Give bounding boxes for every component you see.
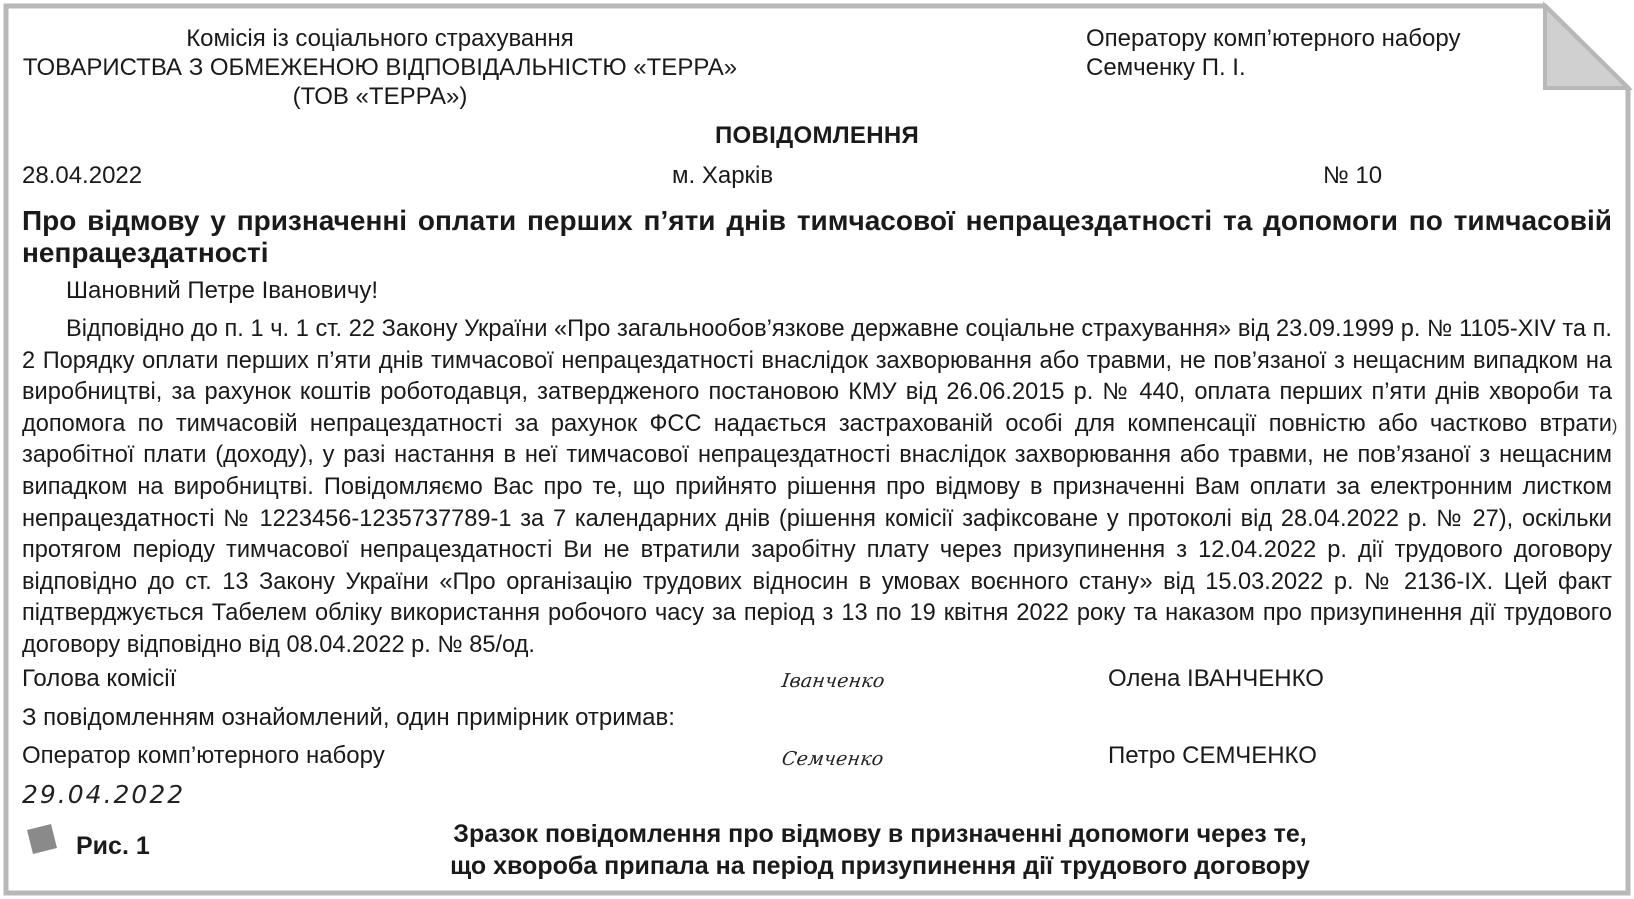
document-type: ПОВІДОМЛЕННЯ (714, 122, 920, 149)
greeting: Шановний Петре Івановичу! (66, 277, 379, 304)
chair-signature: Іванченко (780, 670, 887, 692)
document-date: 28.04.2022 (22, 162, 143, 189)
body-paragraph: Відповідно до п. 1 ч. 1 ст. 22 Закону України «Про загальнообов’язкове державне соціальне страхування» від 23.09.1999 р. № 1105-XIV та п. 2 Порядку оплати перших п’яти днів тимчасової непрацездатності внаслідок захворювання або травми, не пов’язаної з нещасним випадком на виробництві, за рахунок коштів роботодавця, затвердженого постановою КМУ від 26.06.2015 р. № 440, оплата перших п’яти днів хвороби та допомога по тимчасовій непрацездатності за рахунок ФСС надається застрахованій особі для компенсації повністю або частково втрати заробітної плати (доходу), у разі настання в неї тимчасової непрацездатності внаслідок захворювання або травми, не пов’язаної з нещасним випадком на виробництві. Повідомляємо Вас про те, що прийнято рішення про відмову в призначенні Вам оплати за електронним листком непрацездатності № 1223456-1235737789-1 за 7 календарних днів (рішення комісії зафіксоване у протоколі від 28.04.2022 р. № 27), оскільки протягом періоду тимчасової непрацездатності Ви не втратили заробітну плату через призупинення з 12.04.2022 р. дії трудового договору відповідно до ст. 13 Закону України «Про організацію трудових відносин в умовах воєнного стану» від 15.03.2022 р. № 2136-IX. Цей факт підтверджується Табелем обліку використання робочого часу за період з 13 по 19 квітня 2022 року та наказом про призупинення дії трудового договору відповідно від 08.04.2022 р. № 85/од. (22, 316, 1612, 658)
received-date-handwritten: 29.04.2022 (22, 780, 186, 809)
figure-label: Рис. 1 (76, 832, 150, 860)
company-short-name: (ТОВ «ТЕРРА») (292, 83, 468, 110)
caption-line-2: що хвороба припала на період призупинення дії трудового договору (450, 852, 1310, 880)
caption-line-1: Зразок повідомлення про відмову в призначенні допомоги через те, (453, 820, 1307, 848)
figure-marker-icon (25, 822, 59, 856)
document-subject: Про відмову у призначенні оплати перших п’яти днів тимчасової непрацездатності та допомоги по тимчасовій непрацездатності (22, 205, 1612, 268)
acknowledgement-text: З повідомленням ознайомлений, один примірник отримав: (22, 704, 675, 731)
company-full-name: ТОВАРИСТВА З ОБМЕЖЕНОЮ ВІДПОВІДАЛЬНІСТЮ «ТЕРРА» (22, 54, 738, 81)
recipient-block (1086, 24, 1460, 82)
chair-role: Голова комісії (22, 665, 177, 692)
chair-name: Олена ІВАНЧЕНКО (1108, 665, 1324, 692)
operator-role: Оператор комп’ютерного набору (22, 742, 385, 769)
document-city: м. Харків (672, 162, 774, 189)
operator-name: Петро СЕМЧЕНКО (1108, 742, 1317, 769)
commission-name: Комісія із соціального страхування (186, 25, 574, 52)
recipient-position: Оператору комп’ютерного набору (1086, 25, 1461, 52)
recipient-name: Семченку П. І. (1086, 54, 1246, 81)
document-number: № 10 (1323, 162, 1383, 189)
figure-caption (400, 818, 1360, 882)
operator-signature: Семченко (780, 748, 886, 770)
organization-block (20, 24, 740, 111)
margin-mark: ) (1612, 418, 1618, 435)
